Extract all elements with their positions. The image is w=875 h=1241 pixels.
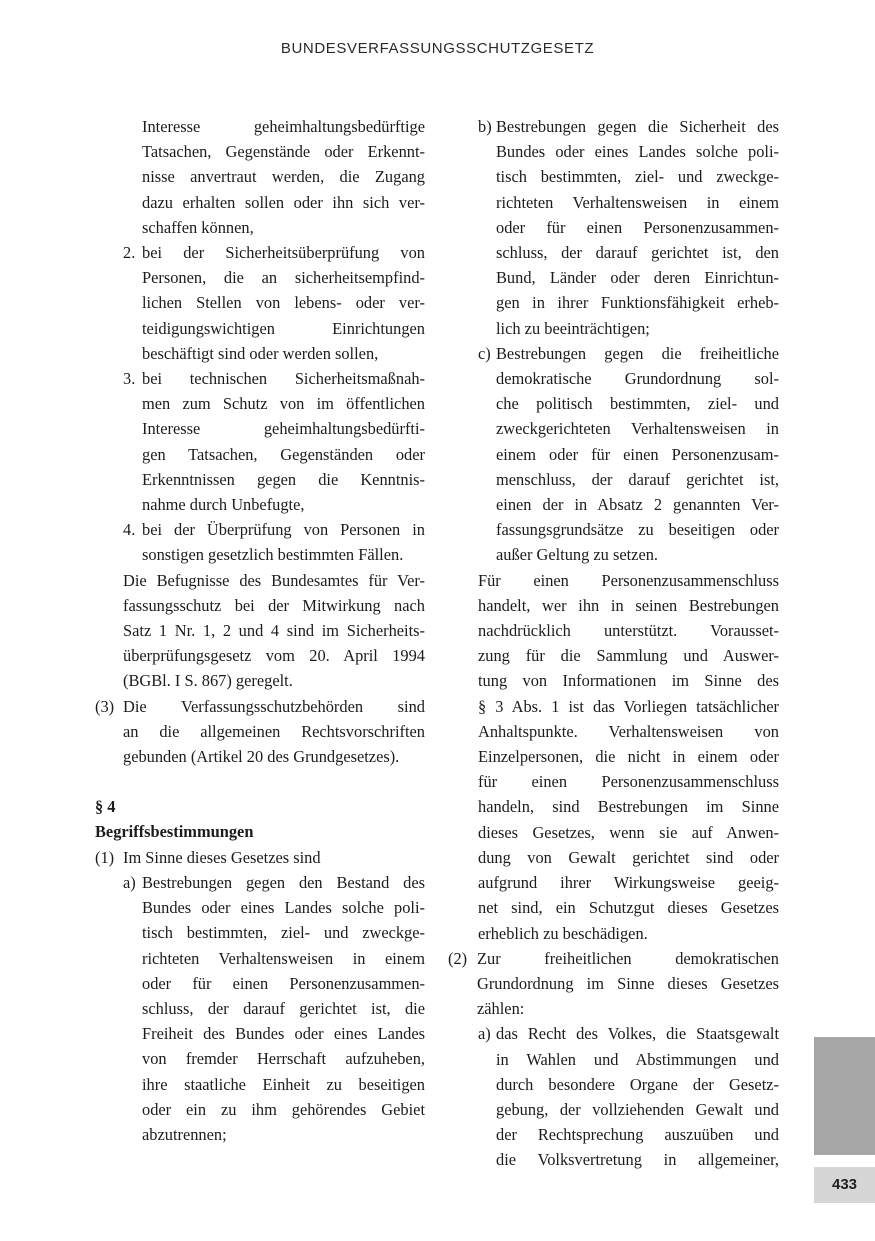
text-line: fassungsgrundsätze zu beseitigen oder: [496, 520, 779, 540]
text-line: men zum Schutz von im öffentlichen: [142, 394, 425, 414]
text-line: lich zu beeinträchtigen;: [496, 318, 650, 338]
text-line: aufgrund ihrer Wirkungsweise geeig-: [478, 873, 779, 893]
text-line: gebung, der vollziehenden Gewalt und: [496, 1099, 779, 1119]
section-number: § 4: [95, 797, 116, 817]
text-line: Erkenntnissen gegen die Kenntnis-: [142, 469, 425, 489]
text-line: überprüfungsgesetz vom 20. April 1994: [123, 646, 425, 666]
text-line: Bestrebungen gegen die Sicherheit des: [496, 117, 779, 136]
text-line: Interesse geheimhaltungsbedürftige: [142, 117, 425, 136]
text-line: dung von Gewalt gerichtet sind oder: [478, 847, 779, 867]
text-line: der Rechtsprechung auszuüben und: [496, 1125, 779, 1145]
left-column: [95, 114, 425, 1147]
text-line: lichen Stellen von lebens- oder ver-: [142, 293, 425, 313]
text-line: bei technischen Sicherheitsmaßnah-: [142, 369, 425, 389]
text-line: außer Geltung zu setzen.: [496, 545, 659, 565]
text-line: Für einen Personenzusammenschluss: [478, 570, 779, 590]
text-line: tisch bestimmten, ziel- und zweckge-: [142, 923, 425, 943]
text-line: abzutrennen;: [142, 1124, 227, 1144]
text-line: nisse anvertraut werden, die Zugang: [142, 167, 425, 187]
text-line: gebunden (Artikel 20 des Grundgesetzes).: [123, 747, 400, 767]
section-title: Begriffsbestimmungen: [95, 822, 254, 842]
text-line: zählen:: [477, 999, 525, 1019]
list-item-a: [95, 870, 425, 1147]
text-line: gen in ihrer Funktionsfähigkeit erheb-: [496, 293, 779, 313]
text-line: Die Befugnisse des Bundesamtes für Ver-: [123, 570, 425, 590]
text-line: Personen, die an sicherheitsempfind-: [142, 268, 425, 288]
text-line: durch besondere Organe der Gesetz-: [496, 1074, 779, 1094]
absatz-3: [95, 694, 425, 770]
paragraph-personenzusammenschluss: [448, 568, 779, 946]
text-line: zung für die Sammlung und Auswer-: [478, 646, 779, 666]
text-line: schluss, der darauf gerichtet ist, den: [496, 243, 779, 263]
text-line: einem oder für einen Personenzusam-: [496, 444, 779, 464]
text-line: Tatsachen, Gegenstände oder Erkennt-: [142, 142, 425, 162]
text-line: oder für einen Personenzusammen-: [142, 973, 425, 993]
absatz-2: [448, 946, 779, 1022]
text-line: (BGBl. I S. 867) geregelt.: [123, 671, 293, 691]
text-line: ihre staatliche Einheit zu beseitigen: [142, 1074, 425, 1094]
text-line: che politisch bestimmten, ziel- und: [496, 394, 779, 414]
text-line: zweckgerichteten Verhaltensweisen in: [496, 419, 779, 439]
running-header: BUNDESVERFASSUNGSSCHUTZGESETZ: [280, 40, 595, 57]
text-line: die Volksvertretung in allgemeiner,: [496, 1150, 779, 1170]
right-column: [448, 114, 779, 1173]
list-number: 3.: [123, 369, 136, 389]
text-line: oder für einen Personenzusammen-: [496, 217, 779, 237]
text-line: bei der Sicherheitsüberprüfung von: [142, 243, 425, 263]
absatz-number: (2): [448, 948, 468, 968]
text-line: an die allgemeinen Rechtsvorschriften: [123, 721, 425, 741]
paragraph-befugnisse: [95, 568, 425, 694]
list-item-4: [95, 517, 425, 567]
absatz-number: (3): [95, 696, 115, 716]
text-line: Interesse geheimhaltungsbedürfti-: [142, 419, 425, 439]
text-line: tisch bestimmten, ziel- und zweckge-: [496, 167, 779, 187]
text-line: teidigungswichtigen Einrichtungen: [142, 318, 425, 338]
text-line: sonstigen gesetzlich bestimmten Fällen.: [142, 545, 404, 565]
text-line: Bestrebungen gegen den Bestand des: [142, 872, 425, 892]
text-line: fassungsschutz bei der Mitwirkung nach: [123, 595, 425, 615]
spacer: [95, 769, 425, 794]
text-line: Bundes oder eines Landes solche poli-: [142, 898, 425, 918]
list-item-3: [95, 366, 425, 517]
text-line: in Wahlen und Abstimmungen und: [496, 1049, 779, 1069]
text-line: schaffen können,: [142, 217, 254, 237]
text-line: richteten Verhaltensweisen in einem: [142, 948, 425, 968]
text-line: tung von Informationen im Sinne des: [478, 671, 779, 691]
text-line: demokratische Grundordnung sol-: [496, 369, 779, 389]
page-number: 433: [814, 1167, 875, 1203]
text-line: Die Verfassungsschutzbehörden sind: [123, 696, 425, 716]
list-number: 4.: [123, 520, 136, 540]
list-letter: b): [478, 117, 492, 136]
text-line: nahme durch Unbefugte,: [142, 495, 305, 515]
text-line: handeln, sind Bestrebungen im Sinne: [478, 797, 779, 817]
text-line: Anhaltspunkte. Verhaltensweisen von: [478, 721, 779, 741]
text-line: oder ein zu ihm gehörendes Gebiet: [142, 1099, 425, 1119]
text-line: bei der Überprüfung von Personen in: [142, 520, 425, 540]
text-line: dieses Gesetzes, wenn sie auf Anwen-: [478, 822, 779, 842]
text-line: von fremder Herrschaft aufzuheben,: [142, 1049, 425, 1069]
thumb-index-tab: [814, 1037, 875, 1155]
text-line: Im Sinne dieses Gesetzes sind: [123, 847, 321, 867]
text-line: handelt, wer ihn in seinen Bestrebungen: [478, 595, 779, 615]
text-line: dazu erhalten sollen oder ihn sich ver-: [142, 192, 425, 212]
text-line: nachdrücklich unterstützt. Vorausset-: [478, 621, 779, 641]
list-letter: a): [478, 1024, 491, 1044]
text-line: Zur freiheitlichen demokratischen: [477, 948, 779, 968]
list-letter: c): [478, 343, 491, 363]
absatz-number: (1): [95, 847, 115, 867]
text-line: richteten Verhaltensweisen in einem: [496, 192, 779, 212]
text-line: menschluss, der darauf gerichtet ist,: [496, 469, 779, 489]
text-line: § 3 Abs. 1 ist das Vorliegen tatsächlicher: [478, 696, 779, 716]
text-line: schluss, der darauf gerichtet ist, die: [142, 998, 425, 1018]
text-line: erheblich zu beschädigen.: [478, 923, 648, 943]
list-letter: a): [123, 872, 136, 892]
list-number: 2.: [123, 243, 136, 263]
text-line: Einzelpersonen, die nicht in einem oder: [478, 747, 779, 767]
text-line: für einen Personenzusammenschluss: [478, 772, 779, 792]
text-line: Bundes oder eines Landes solche poli-: [496, 142, 779, 162]
text-line: Freiheit des Bundes oder eines Landes: [142, 1024, 425, 1044]
continued-item-text: [95, 114, 425, 240]
list-item-c: [448, 341, 779, 568]
text-line: Satz 1 Nr. 1, 2 und 4 sind im Sicherheits-: [123, 621, 425, 641]
text-line: gen Tatsachen, Gegenständen oder: [142, 444, 425, 464]
text-line: Grundordnung im Sinne dieses Gesetzes: [477, 973, 779, 993]
text-line: das Recht des Volkes, die Staatsgewalt: [496, 1024, 779, 1044]
list-item-2: [95, 240, 425, 366]
absatz-1: [95, 845, 425, 870]
list-item-a2: [448, 1021, 779, 1172]
text-line: Bestrebungen gegen die freiheitliche: [496, 343, 779, 363]
text-line: einen der in Absatz 2 genannten Ver-: [496, 495, 779, 515]
list-item-b: [448, 114, 779, 341]
text-line: beschäftigt sind oder werden sollen,: [142, 343, 379, 363]
text-line: net sind, ein Schutzgut dieses Gesetzes: [478, 898, 779, 918]
text-line: Bund, Länder oder deren Einrichtun-: [496, 268, 779, 288]
